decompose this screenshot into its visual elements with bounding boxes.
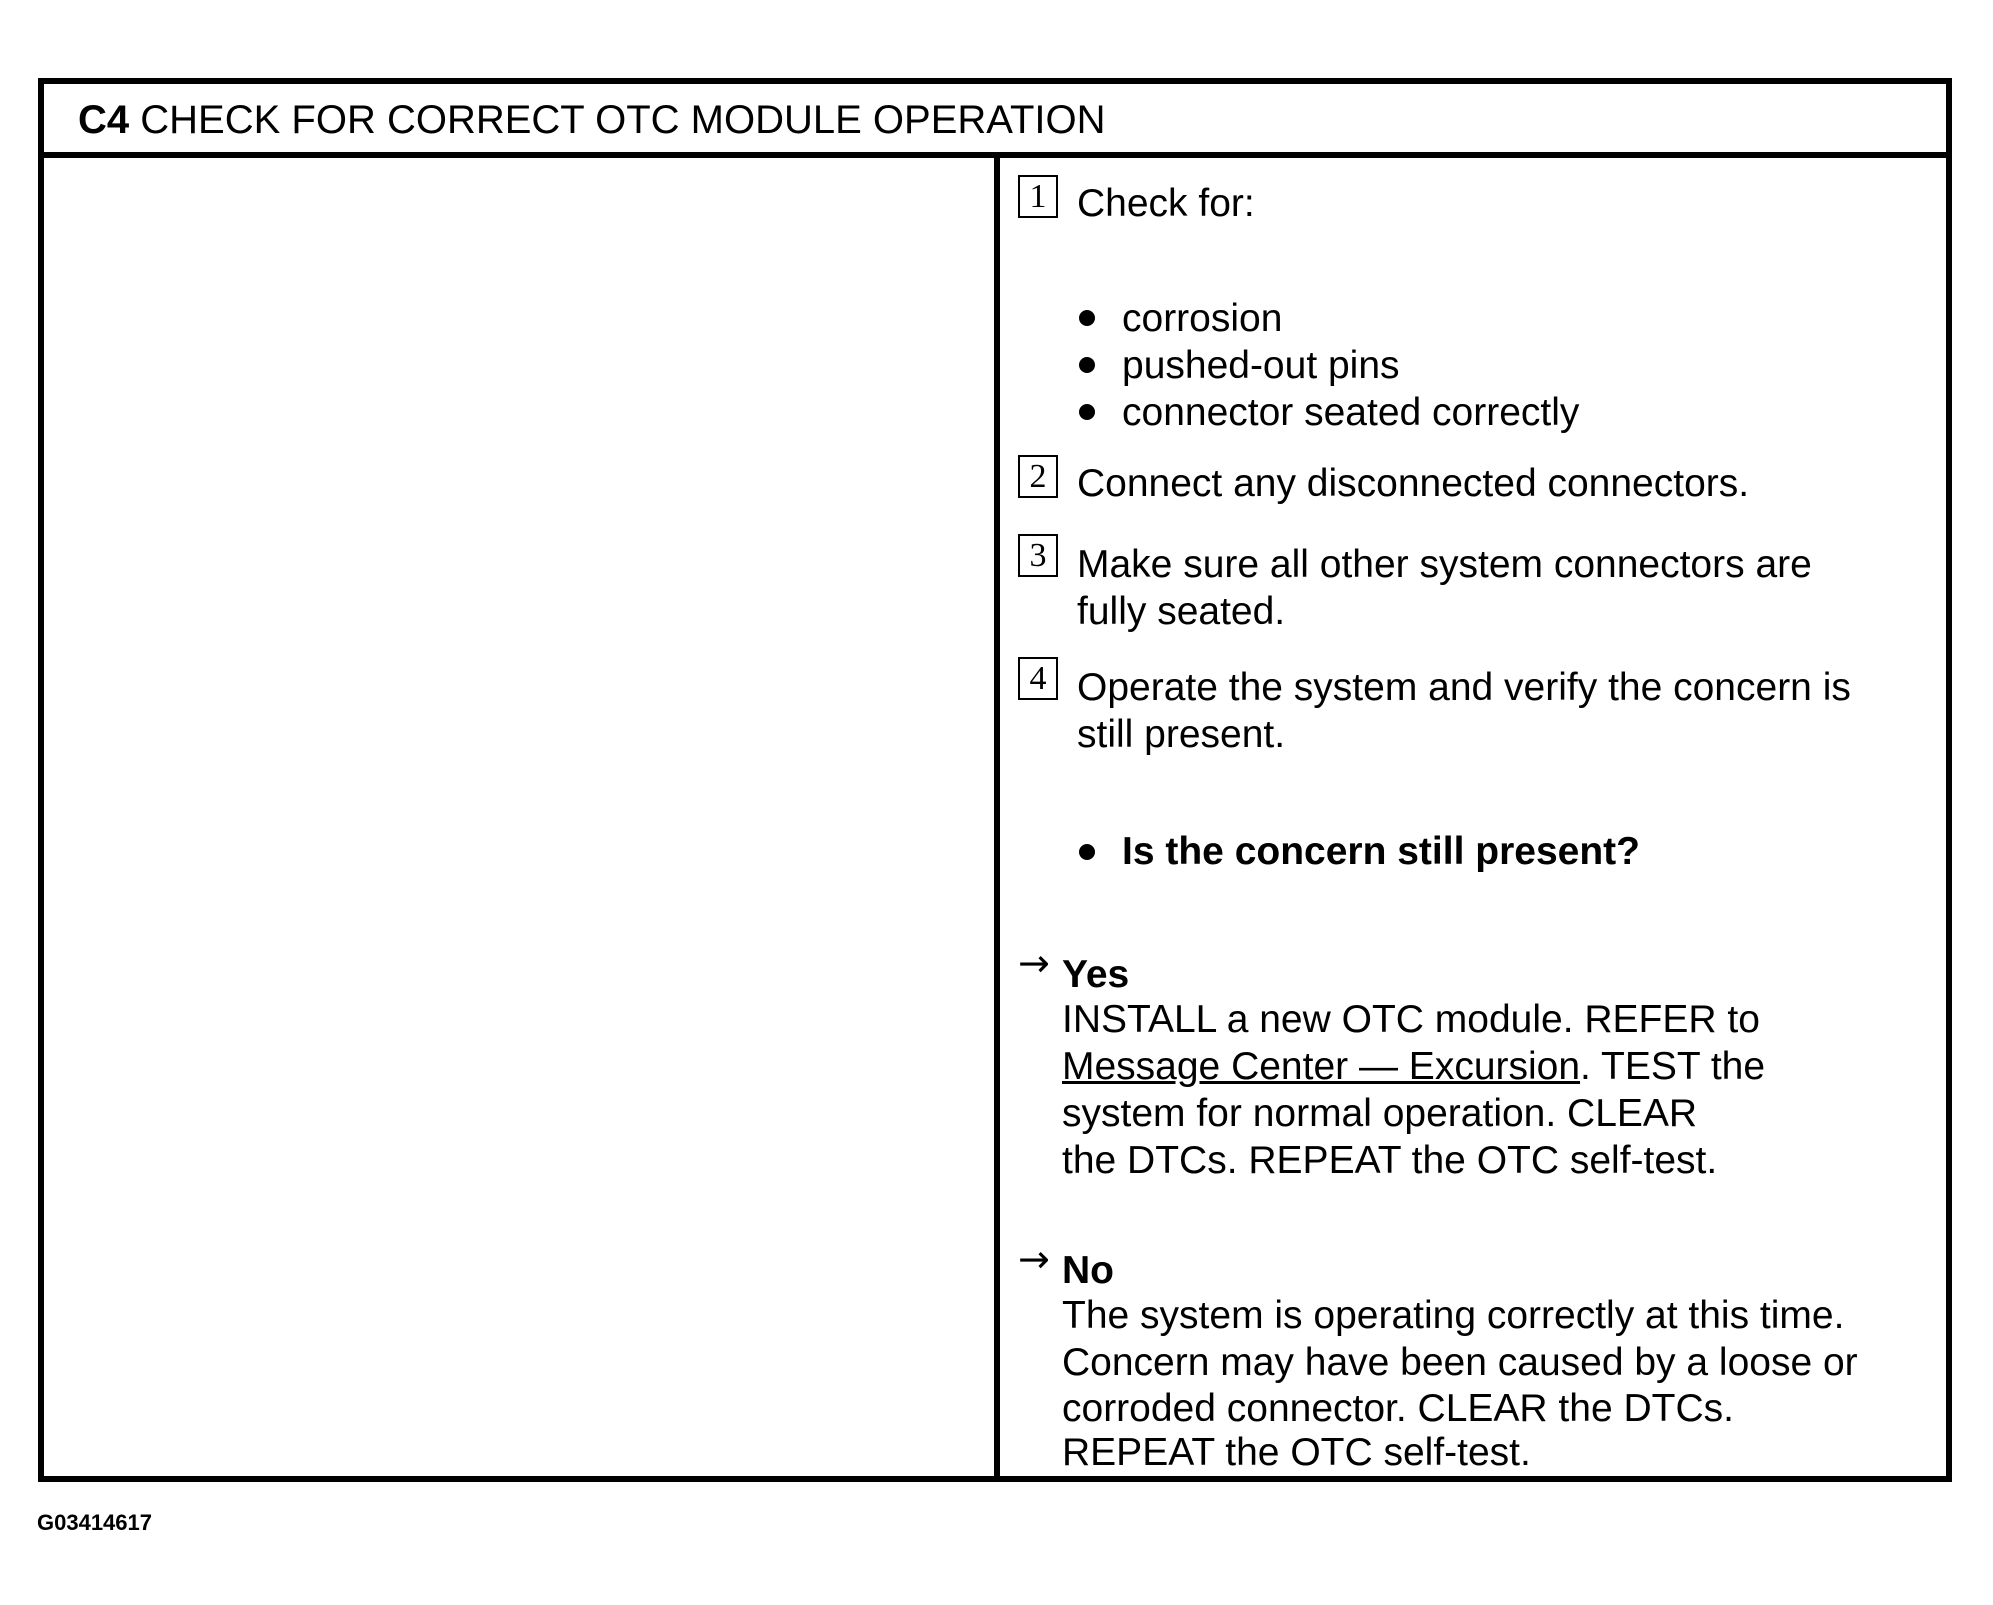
- no-text: corroded connector. CLEAR the DTCs.: [1062, 1387, 1734, 1430]
- yes-text: system for normal operation. CLEAR: [1062, 1092, 1698, 1135]
- yes-text-rest: . TEST the: [1580, 1045, 1766, 1088]
- bullet-icon: [1079, 310, 1095, 326]
- no-label: No: [1062, 1249, 1114, 1292]
- arrow-right-icon: →: [1018, 941, 1050, 985]
- step-number-box: 4: [1018, 657, 1058, 700]
- bullet-icon: [1079, 404, 1095, 420]
- check-item: corrosion: [1122, 297, 1283, 340]
- step-text: Operate the system and verify the concern is: [1077, 666, 1851, 709]
- question-text: Is the concern still present?: [1122, 830, 1640, 873]
- step-code: C4: [78, 98, 130, 142]
- step-title: CHECK FOR CORRECT OTC MODULE OPERATION: [140, 98, 1106, 142]
- bullet-icon: [1079, 357, 1095, 373]
- yes-text: [1062, 1043, 1765, 1090]
- step-text: Make sure all other system connectors are: [1077, 543, 1812, 586]
- yes-text: INSTALL a new OTC module. REFER to: [1062, 998, 1760, 1041]
- table-header: [44, 84, 1946, 158]
- check-item: pushed-out pins: [1122, 344, 1400, 387]
- yes-text: the DTCs. REPEAT the OTC self-test.: [1062, 1139, 1718, 1182]
- step-text: fully seated.: [1077, 590, 1286, 633]
- page-title: [78, 98, 1106, 143]
- check-item: connector seated correctly: [1122, 391, 1580, 434]
- no-text: REPEAT the OTC self-test.: [1062, 1431, 1531, 1474]
- no-text: Concern may have been caused by a loose or: [1062, 1341, 1858, 1384]
- step-text: still present.: [1077, 713, 1286, 756]
- step-number-box: 2: [1018, 455, 1058, 498]
- instructions-cell: [1000, 158, 1946, 1476]
- procedure-table: [38, 78, 1952, 1482]
- bullet-icon: [1079, 844, 1095, 860]
- step-text: Connect any disconnected connectors.: [1077, 462, 1750, 505]
- figure-id: G03414617: [37, 1510, 152, 1535]
- step-number-box: 3: [1018, 534, 1058, 577]
- illustration-cell: [44, 158, 994, 1476]
- yes-label: Yes: [1062, 953, 1130, 996]
- message-center-link[interactable]: Message Center — Excursion: [1062, 1045, 1581, 1088]
- arrow-right-icon: →: [1018, 1237, 1050, 1281]
- step-number-box: 1: [1018, 175, 1058, 218]
- no-text: The system is operating correctly at this time.: [1062, 1294, 1845, 1337]
- step-text: Check for:: [1077, 182, 1255, 225]
